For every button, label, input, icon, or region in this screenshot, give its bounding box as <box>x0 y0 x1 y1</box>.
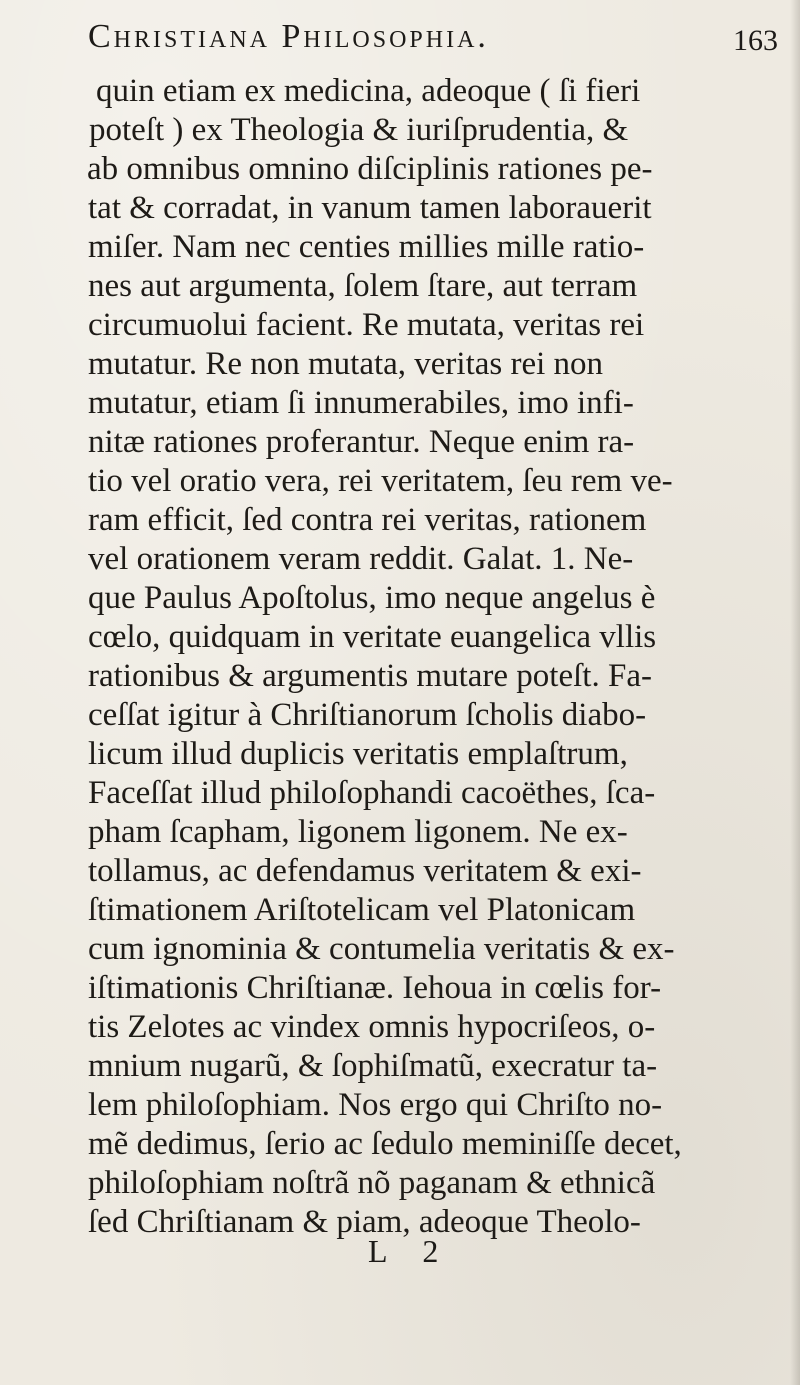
page-edge-shadow <box>790 0 800 1385</box>
running-head: Christiana Philosophia. <box>88 18 489 55</box>
text-line: quin etiam ex medicina, adeoque ( ſi fieri <box>96 73 641 109</box>
text-line: iſtimationis Chriſtianæ. Iehoua in cœlis for- <box>88 970 662 1006</box>
text-line: vel orationem veram reddit. Galat. 1. Ne- <box>88 541 634 577</box>
text-line: mutatur, etiam ſi innumerabiles, imo infi- <box>88 385 634 421</box>
text-line: poteſt ) ex Theologia & iuriſprudentia, & <box>89 112 629 148</box>
text-line: rationibus & argumentis mutare poteſt. Fa- <box>88 658 652 694</box>
text-line: Faceſſat illud philoſophandi cacoëthes, ſca- <box>88 775 656 811</box>
page-number: 163 <box>733 24 778 57</box>
text-line: philoſophiam noſtrã nõ paganam & ethnicã <box>88 1165 656 1201</box>
text-line: mẽ dedimus, ſerio ac ſedulo meminiſſe decet, <box>88 1126 682 1162</box>
text-line: tollamus, ac defendamus veritatem & exi- <box>88 853 642 889</box>
signature-mark: L 2 <box>368 1233 453 1269</box>
text-line: circumuolui facient. Re mutata, veritas rei <box>88 307 645 343</box>
text-line: cum ignominia & contumelia veritatis & ex- <box>88 931 675 967</box>
text-line: ſtimationem Ariſtotelicam vel Platonicam <box>88 892 636 928</box>
text-line: tat & corradat, in vanum tamen laborauerit <box>88 190 652 226</box>
text-line: nitæ rationes proferantur. Neque enim ra- <box>88 424 635 460</box>
text-line: ſed Chriſtianam & piam, adeoque Theolo- <box>88 1204 641 1240</box>
text-line: ceſſat igitur à Chriſtianorum ſcholis diabo- <box>88 697 647 733</box>
text-line: tis Zelotes ac vindex omnis hypocriſeos, o- <box>88 1009 656 1045</box>
text-line: lem philoſophiam. Nos ergo qui Chriſto no- <box>88 1087 663 1123</box>
text-line: ab omnibus omnino diſciplinis rationes pe- <box>87 151 653 187</box>
text-line: pham ſcapham, ligonem ligonem. Ne ex- <box>88 814 628 850</box>
text-line: licum illud duplicis veritatis emplaſtrum, <box>88 736 628 772</box>
text-line: ram efficit, ſed contra rei veritas, rationem <box>88 502 647 538</box>
text-line: que Paulus Apoſtolus, imo neque angelus è <box>88 580 656 616</box>
text-line: mnium nugarũ, & ſophiſmatũ, execratur ta- <box>88 1048 658 1084</box>
page-header <box>88 14 778 60</box>
text-line: cœlo, quidquam in veritate euangelica vllis <box>88 619 657 655</box>
text-line: miſer. Nam nec centies millies mille ratio- <box>88 229 645 265</box>
text-line: nes aut argumenta, ſolem ſtare, aut terram <box>88 268 638 304</box>
text-line: tio vel oratio vera, rei veritatem, ſeu rem ve- <box>88 463 673 499</box>
text-line: mutatur. Re non mutata, veritas rei non <box>88 346 604 382</box>
